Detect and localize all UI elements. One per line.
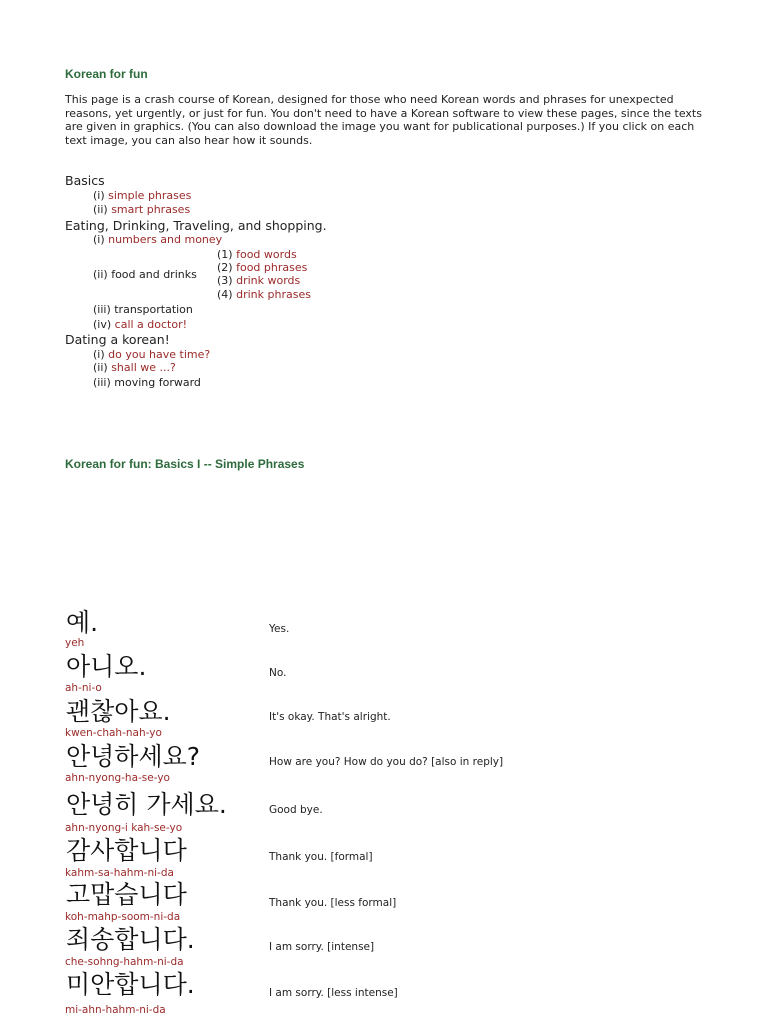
toc-subitem-food-words[interactable]: (1) food words bbox=[217, 248, 297, 261]
phrase-romanization: koh-mahp-soom-ni-da bbox=[65, 911, 181, 923]
toc-heading-eating: Eating, Drinking, Traveling, and shopping. bbox=[65, 218, 327, 233]
phrase-korean-image[interactable]: 고맙습니다 bbox=[66, 880, 187, 909]
phrase-romanization: ahn-nyong-ha-se-yo bbox=[65, 772, 170, 784]
link-drink-words[interactable]: drink words bbox=[236, 274, 301, 287]
phrase-romanization: kwen-chah-nah-yo bbox=[65, 727, 162, 739]
toc-item-moving-forward: (iii) moving forward bbox=[93, 376, 201, 389]
toc-item-numbers-money[interactable]: (i) numbers and money bbox=[93, 233, 223, 246]
phrase-english: I am sorry. [less intense] bbox=[269, 987, 398, 999]
toc-item-smart-phrases[interactable]: (ii) smart phrases bbox=[93, 203, 191, 216]
link-simple-phrases[interactable]: simple phrases bbox=[108, 189, 192, 202]
phrase-english: How are you? How do you do? [also in reply] bbox=[269, 756, 504, 768]
link-smart-phrases[interactable]: smart phrases bbox=[111, 203, 191, 216]
phrase-korean-image[interactable]: 미안합니다. bbox=[66, 970, 195, 999]
intro-paragraph: This page is a crash course of Korean, designed for those who need Korean words and phrases for unexpected reasons, yet urgently, or just for fun. You don't need to have a Korean software to view these pages, since the texts are given in graphics. (You can also download the image you want for publicational purposes.) If you click on each text image, you can also hear how it sounds. bbox=[65, 93, 702, 147]
toc-item-do-you-have-time[interactable]: (i) do you have time? bbox=[93, 348, 211, 361]
link-call-a-doctor[interactable]: call a doctor! bbox=[114, 318, 188, 331]
link-food-phrases[interactable]: food phrases bbox=[236, 261, 308, 274]
toc-item-call-doctor[interactable]: (iv) call a doctor! bbox=[93, 318, 188, 331]
link-do-you-have-time[interactable]: do you have time? bbox=[108, 348, 211, 361]
phrase-english: Good bye. bbox=[269, 804, 323, 816]
toc-item-transportation: (iii) transportation bbox=[93, 303, 193, 316]
phrase-english: No. bbox=[269, 667, 287, 679]
phrase-romanization: che-sohng-hahm-ni-da bbox=[65, 956, 184, 968]
link-shall-we[interactable]: shall we ...? bbox=[111, 361, 176, 374]
page-title: Korean for fun bbox=[65, 67, 148, 81]
toc-subitem-drink-phrases[interactable]: (4) drink phrases bbox=[217, 288, 311, 301]
phrase-english: Yes. bbox=[269, 623, 290, 635]
link-numbers-and-money[interactable]: numbers and money bbox=[108, 233, 223, 246]
phrase-romanization: mi-ahn-hahm-ni-da bbox=[65, 1004, 166, 1016]
phrase-romanization: ah-ni-o bbox=[65, 682, 102, 694]
toc-item-simple-phrases[interactable]: (i) simple phrases bbox=[93, 189, 192, 202]
phrase-english: It's okay. That's alright. bbox=[269, 711, 391, 723]
toc-subitem-drink-words[interactable]: (3) drink words bbox=[217, 274, 301, 287]
phrase-english: Thank you. [less formal] bbox=[269, 897, 397, 909]
section-title: Korean for fun: Basics I -- Simple Phrases bbox=[65, 457, 305, 471]
phrase-english: Thank you. [formal] bbox=[269, 851, 373, 863]
phrase-korean-image[interactable]: 감사합니다 bbox=[66, 836, 187, 865]
phrase-romanization: kahm-sa-hahm-ni-da bbox=[65, 867, 174, 879]
phrase-korean-image[interactable]: 아니오. bbox=[66, 652, 147, 681]
phrase-romanization: yeh bbox=[65, 637, 85, 649]
phrase-korean-image[interactable]: 안녕히 가세요. bbox=[66, 790, 227, 819]
phrase-korean-image[interactable]: 죄송합니다. bbox=[66, 925, 195, 954]
link-drink-phrases[interactable]: drink phrases bbox=[236, 288, 311, 301]
phrase-korean-image[interactable]: 괜찮아요. bbox=[66, 697, 171, 726]
toc-heading-basics: Basics bbox=[65, 173, 105, 188]
link-food-words[interactable]: food words bbox=[236, 248, 297, 261]
toc-item-food-and-drinks: (ii) food and drinks bbox=[93, 268, 197, 281]
phrase-english: I am sorry. [intense] bbox=[269, 941, 375, 953]
toc-heading-dating: Dating a korean! bbox=[65, 332, 170, 347]
toc-subitem-food-phrases[interactable]: (2) food phrases bbox=[217, 261, 308, 274]
phrase-korean-image[interactable]: 안녕하세요? bbox=[66, 742, 201, 771]
phrase-korean-image[interactable]: 예. bbox=[66, 608, 99, 637]
toc-item-shall-we[interactable]: (ii) shall we ...? bbox=[93, 361, 176, 374]
phrase-romanization: ahn-nyong-i kah-se-yo bbox=[65, 822, 183, 834]
